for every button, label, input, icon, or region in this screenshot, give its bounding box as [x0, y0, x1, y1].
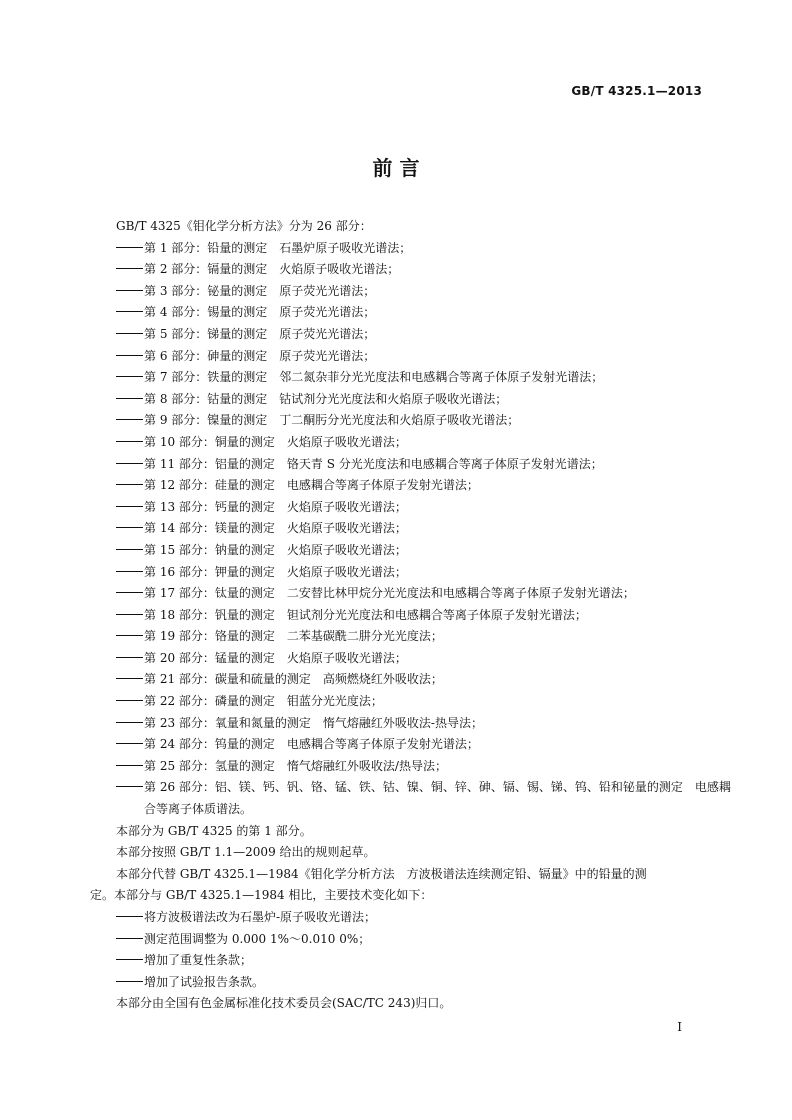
- intro-paragraph: GB/T 4325《钼化学分析方法》分为 26 部分：: [116, 219, 372, 233]
- list-item-part-text: 第 7 部分：铁量的测定 邻二氮杂菲分光光度法和电感耦合等离子体原子发射光谱法；: [144, 370, 604, 385]
- em-dash: [116, 355, 143, 356]
- list-item-change-text: 增加了试验报告条款。: [144, 974, 265, 989]
- list-item-part: [90, 691, 702, 713]
- em-dash: [116, 700, 143, 701]
- list-item-part: [90, 605, 702, 627]
- em-dash: [116, 268, 143, 269]
- list-item-part-text: 第 17 部分：钛量的测定 二安替比林甲烷分光光度法和电感耦合等离子体原子发射光谱法；: [144, 586, 635, 601]
- list-item-part: [90, 713, 702, 735]
- em-dash: [116, 657, 143, 658]
- list-item-part: [90, 346, 702, 368]
- em-dash: [116, 549, 143, 550]
- list-item-part: [90, 259, 702, 281]
- changes-list: [90, 907, 702, 993]
- list-item-part: [90, 648, 702, 670]
- em-dash: [116, 743, 143, 744]
- list-item-part-text: 第 21 部分：碳量和硫量的测定 高频燃烧红外吸收法；: [144, 672, 443, 687]
- paragraph-replacement-line-1: 本部分代替 GB/T 4325.1—1984《钼化学分析方法 方波极谱法连续测定铅、镉量》中的铅量的测: [116, 866, 647, 881]
- list-item-change-text: 增加了重复性条款；: [144, 953, 253, 968]
- list-item-part-text: 第 19 部分：铬量的测定 二苯基碳酰二肼分光光度法；: [144, 629, 443, 644]
- list-item-part-text: 第 8 部分：钴量的测定 钴试剂分光光度法和火焰原子吸收光谱法；: [144, 391, 508, 406]
- list-item-part-text: 第 20 部分：锰量的测定 火焰原子吸收光谱法；: [144, 650, 407, 665]
- em-dash: [116, 247, 143, 248]
- em-dash: [116, 635, 143, 636]
- list-item-change: [90, 972, 702, 994]
- list-item-part-text: 第 18 部分：钒量的测定 钽试剂分光光度法和电感耦合等离子体原子发射光谱法；: [144, 607, 587, 622]
- list-item-part-text: 第 14 部分：镁量的测定 火焰原子吸收光谱法；: [144, 521, 407, 536]
- em-dash: [116, 959, 143, 960]
- page-title: 前 言: [372, 156, 420, 180]
- list-item-part: [90, 734, 702, 756]
- list-item-part: [90, 562, 702, 584]
- list-item-part: [90, 756, 702, 778]
- list-item-part: [90, 497, 702, 519]
- list-item-part-text: 第 6 部分：砷量的测定 原子荧光光谱法；: [144, 348, 376, 363]
- em-dash: [116, 419, 143, 420]
- list-item-part: [90, 302, 702, 324]
- em-dash: [116, 290, 143, 291]
- list-item-part: [90, 475, 702, 497]
- em-dash: [116, 916, 143, 917]
- part-26-line-1: 第 26 部分：铝、镁、钙、钒、铬、锰、铁、钴、镍、铜、锌、砷、镉、锡、锑、钨、铅和铋量的测定 电感耦: [144, 780, 731, 795]
- list-item-change-text: 测定范围调整为 0.000 1%～0.010 0%；: [144, 931, 371, 946]
- em-dash: [116, 506, 143, 507]
- em-dash: [116, 376, 143, 377]
- em-dash: [116, 678, 143, 679]
- list-item-part: [90, 518, 702, 540]
- list-item-part-text: 第 13 部分：钙量的测定 火焰原子吸收光谱法；: [144, 499, 407, 514]
- em-dash: [116, 311, 143, 312]
- standard-code: GB/T 4325.1—2013: [571, 84, 702, 98]
- em-dash: [116, 571, 143, 572]
- list-item-part-text: 第 3 部分：铋量的测定 原子荧光光谱法；: [144, 283, 376, 298]
- list-item-part-text: 第 15 部分：钠量的测定 火焰原子吸收光谱法；: [144, 542, 407, 557]
- list-item-part: [90, 389, 702, 411]
- list-item-part: [90, 238, 702, 260]
- em-dash: [116, 333, 143, 334]
- list-item-part: [90, 454, 702, 476]
- part-26-line-2: 合等离子体质谱法。: [144, 802, 253, 817]
- list-item-part-text: 第 16 部分：钾量的测定 火焰原子吸收光谱法；: [144, 564, 407, 579]
- em-dash: [116, 484, 143, 485]
- paragraph-drafting-rules: 本部分按照 GB/T 1.1—2009 给出的规则起草。: [116, 845, 376, 860]
- em-dash: [116, 981, 143, 982]
- em-dash: [116, 527, 143, 528]
- list-item-part: [90, 432, 702, 454]
- em-dash: [116, 938, 143, 939]
- list-item-part-26: [90, 777, 731, 820]
- em-dash: [116, 398, 143, 399]
- em-dash: [116, 463, 143, 464]
- list-item-part: [90, 626, 702, 648]
- list-item-part-text: 第 11 部分：铝量的测定 铬天青 S 分光光度法和电感耦合等离子体原子发射光谱法；: [144, 456, 603, 471]
- list-item-change: [90, 950, 702, 972]
- paragraph-replacement-line-2: 定。本部分与 GB/T 4325.1—1984 相比，主要技术变化如下：: [90, 888, 433, 903]
- list-item-part-text: 第 24 部分：钨量的测定 电感耦合等离子体原子发射光谱法；: [144, 737, 479, 752]
- list-item-change-text: 将方波极谱法改为石墨炉-原子吸收光谱法；: [144, 910, 377, 924]
- list-item-part: [90, 583, 702, 605]
- list-item-part: [90, 410, 702, 432]
- list-item-part-text: 第 1 部分：铅量的测定 石墨炉原子吸收光谱法；: [144, 240, 412, 255]
- list-item-part-text: 第 2 部分：镉量的测定 火焰原子吸收光谱法；: [144, 262, 400, 277]
- paragraph-part-statement: 本部分为 GB/T 4325 的第 1 部分。: [116, 823, 312, 838]
- list-item-part: [90, 324, 702, 346]
- em-dash: [116, 765, 143, 766]
- list-item-part-text: 第 25 部分：氢量的测定 惰气熔融红外吸收法/热导法；: [144, 758, 447, 773]
- page-number: I: [677, 1020, 682, 1034]
- paragraph-closing: 本部分由全国有色金属标准化技术委员会(SAC/TC 243)归口。: [116, 996, 452, 1011]
- list-item-change: [90, 907, 702, 929]
- list-item-part-text: 第 9 部分：镍量的测定 丁二酮肟分光光度法和火焰原子吸收光谱法；: [144, 413, 520, 428]
- list-item-part-text: 第 12 部分：硅量的测定 电感耦合等离子体原子发射光谱法；: [144, 478, 479, 493]
- list-item-part: [90, 281, 702, 303]
- em-dash: [116, 441, 143, 442]
- list-item-part: [90, 669, 702, 691]
- list-item-part-text: 第 23 部分：氧量和氮量的测定 惰气熔融红外吸收法-热导法；: [144, 715, 483, 730]
- list-item-part-text: 第 4 部分：锡量的测定 原子荧光光谱法；: [144, 305, 376, 320]
- em-dash: [116, 786, 143, 787]
- list-item-part-text: 第 5 部分：锑量的测定 原子荧光光谱法；: [144, 326, 376, 341]
- list-item-part: [90, 540, 702, 562]
- em-dash: [116, 614, 143, 615]
- em-dash: [116, 592, 143, 593]
- list-item-part-text: 第 22 部分：磷量的测定 钼蓝分光光度法；: [144, 694, 383, 709]
- list-item-part-text: 第 10 部分：铜量的测定 火焰原子吸收光谱法；: [144, 434, 407, 449]
- list-item-change: [90, 929, 702, 951]
- foreword-body: [90, 216, 731, 1015]
- list-item-part: [90, 367, 702, 389]
- parts-list: [90, 238, 702, 778]
- em-dash: [116, 722, 143, 723]
